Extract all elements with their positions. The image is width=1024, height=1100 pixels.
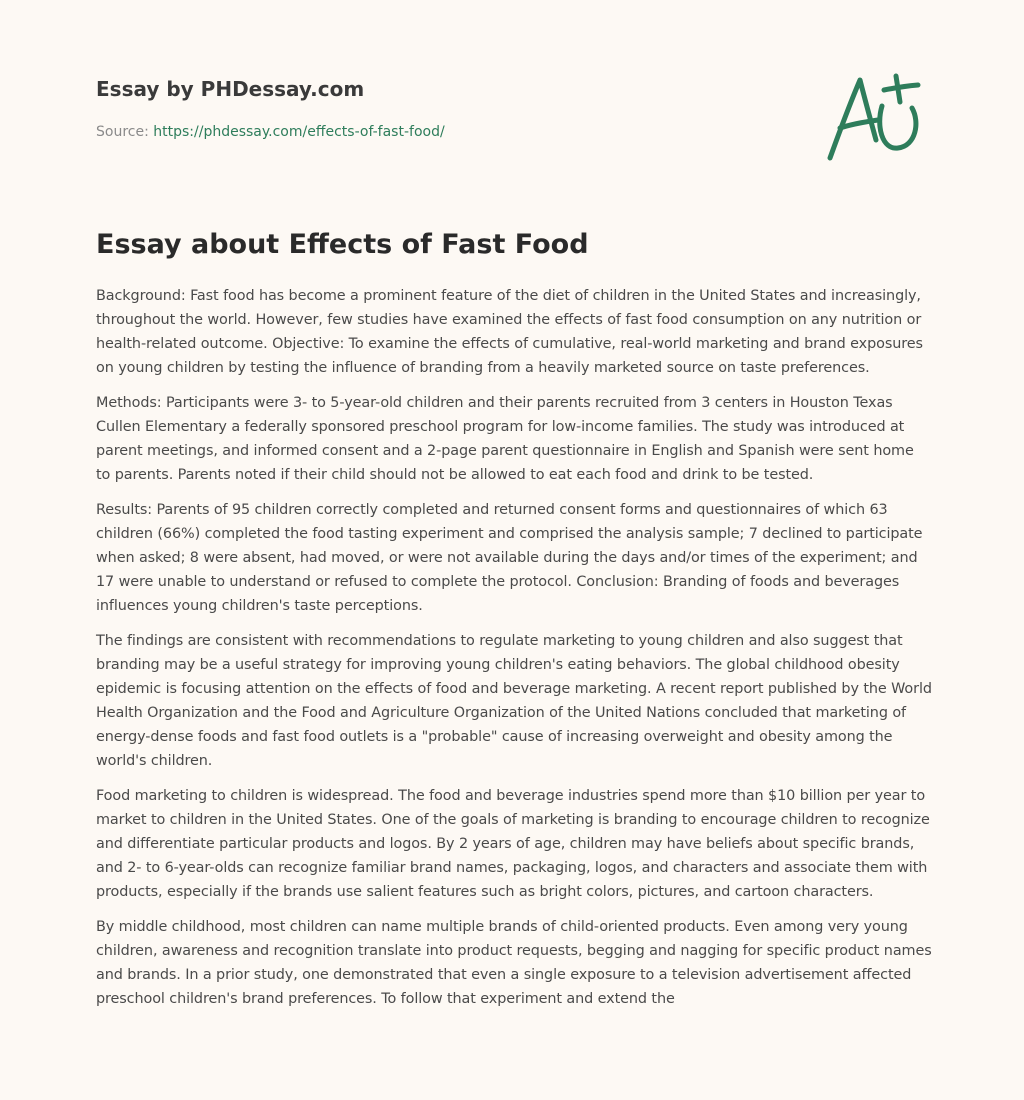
essay-paragraph: By middle childhood, most children can name multiple brands of child-oriented products. Even among very young children, awareness and recognition translate into product requests, begging and nagging for specific product names and brands. In a prior study, one demonstrated that even a single exposure to a television advertisement affected preschool children's brand preferences. To follow that experiment and extend the: [96, 919, 932, 1007]
essay-paragraph: Background: Fast food has become a prominent feature of the diet of children in the United States and increasingly, throughout the world. However, few studies have examined the effects of fast food consumption on any nutrition or health-related outcome. Objective: To examine the effects of cumulative, real-world marketing and brand exposures on young children by testing the influence of branding from a heavily marketed source on taste preferences.: [96, 288, 923, 376]
document-header: [96, 74, 796, 142]
site-title: Essay by PHDessay.com: [96, 77, 365, 101]
source-line: [96, 122, 796, 142]
source-label: Source:: [96, 124, 154, 140]
a-plus-logo: [820, 66, 930, 166]
essay-paragraph: Results: Parents of 95 children correctly completed and returned consent forms and questionnaires of which 63 children (66%) completed the food tasting experiment and comprised the analysis sample; 7 declined to participate when asked; 8 were absent, had moved, or were not available during the days and/or times of the experiment; and 17 were unable to understand or refused to complete the protocol. Conclusion: Branding of foods and beverages influences young children's taste perceptions.: [96, 502, 923, 614]
essay-paragraph: Food marketing to children is widespread. The food and beverage industries spend more than $10 billion per year to market to children in the United States. One of the goals of marketing is branding to encourage children to recognize and differentiate particular products and logos. By 2 years of age, children may have beliefs about specific brands, and 2- to 6-year-olds can recognize familiar brand names, packaging, logos, and characters and associate them with products, especially if the brands use salient features such as bright colors, pictures, and cartoon characters.: [96, 788, 930, 900]
essay-paragraph: The findings are consistent with recommendations to regulate marketing to young children and also suggest that branding may be a useful strategy for improving young children's eating behaviors. The global childhood obesity epidemic is focusing attention on the effects of food and beverage marketing. A recent report published by the World Health Organization and the Food and Agriculture Organization of the United Nations concluded that marketing of energy-dense foods and fast food outlets is a "probable" cause of increasing overweight and obesity among the world's children.: [96, 633, 932, 769]
source-link[interactable]: https://phdessay.com/effects-of-fast-food/: [153, 124, 445, 140]
essay-paragraph: Methods: Participants were 3- to 5-year-old children and their parents recruited from 3 centers in Houston Texas Cullen Elementary a federally sponsored preschool program for low-income families. The study was introduced at parent meetings, and informed consent and a 2-page parent questionnaire in English and Spanish were sent home to parents. Parents noted if their child should not be allowed to eat each food and drink to be tested.: [96, 395, 914, 483]
a-plus-logo-icon: [820, 66, 930, 166]
essay-title: Essay about Effects of Fast Food: [96, 229, 589, 260]
essay-body: [96, 284, 932, 1022]
